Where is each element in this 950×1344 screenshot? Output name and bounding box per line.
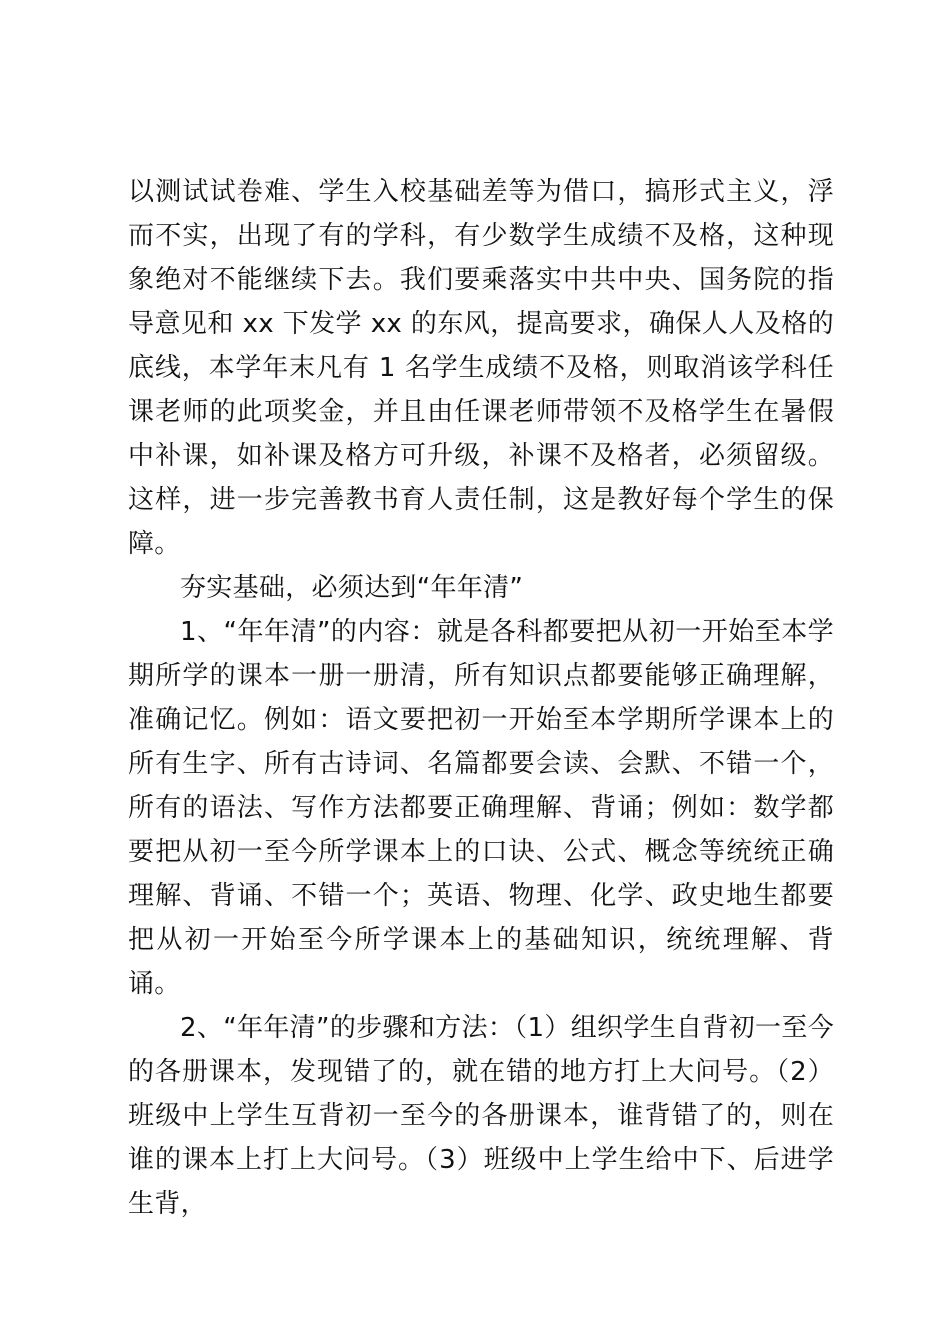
document-body bbox=[128, 170, 834, 1226]
paragraph-item-1: 1、“年年清”的内容：就是各科都要把从初一开始至本学期所学的课本一册一册清，所有知识点都要能够正确理解，准确记忆。例如：语文要把初一开始至本学期所学课本上的所有生字、所有古诗词、名篇都要会读、会默、不错一个，所有的语法、写作方法都要正确理解、背诵；例如：数学都要把从初一至今所学课本上的口诀、公式、概念等统统正确理解、背诵、不错一个；英语、物理、化学、政史地生都要把从初一开始至今所学课本上的基础知识，统统理解、背诵。 bbox=[128, 617, 834, 999]
paragraph-continued: 以测试试卷难、学生入校基础差等为借口，搞形式主义，浮而不实，出现了有的学科，有少数学生成绩不及格，这种现象绝对不能继续下去。我们要乘落实中共中央、国务院的指导意见和 xx 下发学 xx 的东风，提高要求，确保人人及格的底线，本学年末凡有 1 名学生成绩不及格，则取消该学科任课老师的此项奖金，并且由任课老师带领不及格学生在暑假中补课，如补课及格方可升级，补课不及格者，必须留级。这样，进一步完善教书育人责任制，这是教好每个学生的保障。 bbox=[128, 177, 834, 559]
section-heading: 夯实基础，必须达到“年年清” bbox=[180, 573, 524, 603]
paragraph-item-2: 2、“年年清”的步骤和方法：（1）组织学生自背初一至今的各册课本，发现错了的，就在错的地方打上大问号。（2）班级中上学生互背初一至今的各册课本，谁背错了的，则在谁的课本上打上大问号。（3）班级中上学生给中下、后进学生背， bbox=[128, 1013, 834, 1219]
